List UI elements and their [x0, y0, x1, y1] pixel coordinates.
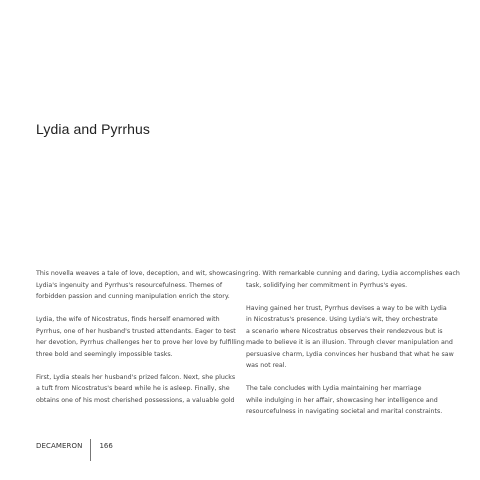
paragraph [36, 372, 251, 407]
page-footer [36, 439, 113, 461]
paragraph [246, 268, 461, 291]
text-column-left [36, 268, 251, 418]
text-line: a tuft from Nicostratus's beard while he is asleep. Finally, she [36, 385, 230, 392]
paragraph [246, 303, 461, 372]
text-line: persuasive charm, Lydia convinces her husband that what he saw [246, 350, 454, 358]
page-title: Lydia and Pyrrhus [36, 121, 151, 137]
text-line: ring. With remarkable cunning and daring, Lydia accomplishes each [246, 270, 460, 277]
text-line: in Nicostratus's presence. Using Lydia's wit, they orchestrate [246, 316, 438, 323]
text-line: obtains one of his most cherished possessions, a valuable gold [36, 396, 235, 404]
text-line: a scenario where Nicostratus observes their rendezvous but is [246, 327, 443, 335]
paragraph [246, 383, 461, 418]
paragraph [36, 314, 251, 360]
text-line: made to believe it is an illusion. Through clever manipulation and [246, 339, 453, 346]
text-line: Lydia, the wife of Nicostratus, finds herself enamored with [36, 316, 220, 323]
text-line: forbidden passion and cunning manipulation enrich the story. [36, 293, 230, 300]
page-number: 166 [99, 442, 113, 450]
text-line: three bold and seemingly impossible tasks. [36, 350, 173, 358]
text-line: while indulging in her affair, showcasing her intelligence and [246, 396, 438, 404]
text-line: This novella weaves a tale of love, deception, and wit, showcasing [36, 270, 246, 277]
text-line: Having gained her trust, Pyrrhus devises a way to be with Lydia [246, 304, 447, 312]
text-line: First, Lydia steals her husband's prized falcon. Next, she plucks [36, 373, 236, 381]
text-line: Lydia's ingenuity and Pyrrhus's resourcefulness. Themes of [36, 281, 223, 289]
text-line: task, solidifying her commitment in Pyrrhus's eyes. [246, 281, 408, 289]
text-column-right [246, 268, 461, 429]
text-line: Pyrrhus, one of her husband's trusted attendants. Eager to test [36, 327, 236, 335]
paragraph [36, 268, 251, 303]
footer-divider [90, 439, 91, 461]
book-title: DECAMERON [36, 442, 83, 450]
text-line: The tale concludes with Lydia maintaining her marriage [246, 385, 422, 392]
text-line: was not real. [246, 362, 287, 369]
text-line: her devotion, Pyrrhus challenges her to prove her love by fulfilling [36, 339, 245, 346]
text-line: resourcefulness in navigating societal and marital constraints. [246, 408, 443, 415]
